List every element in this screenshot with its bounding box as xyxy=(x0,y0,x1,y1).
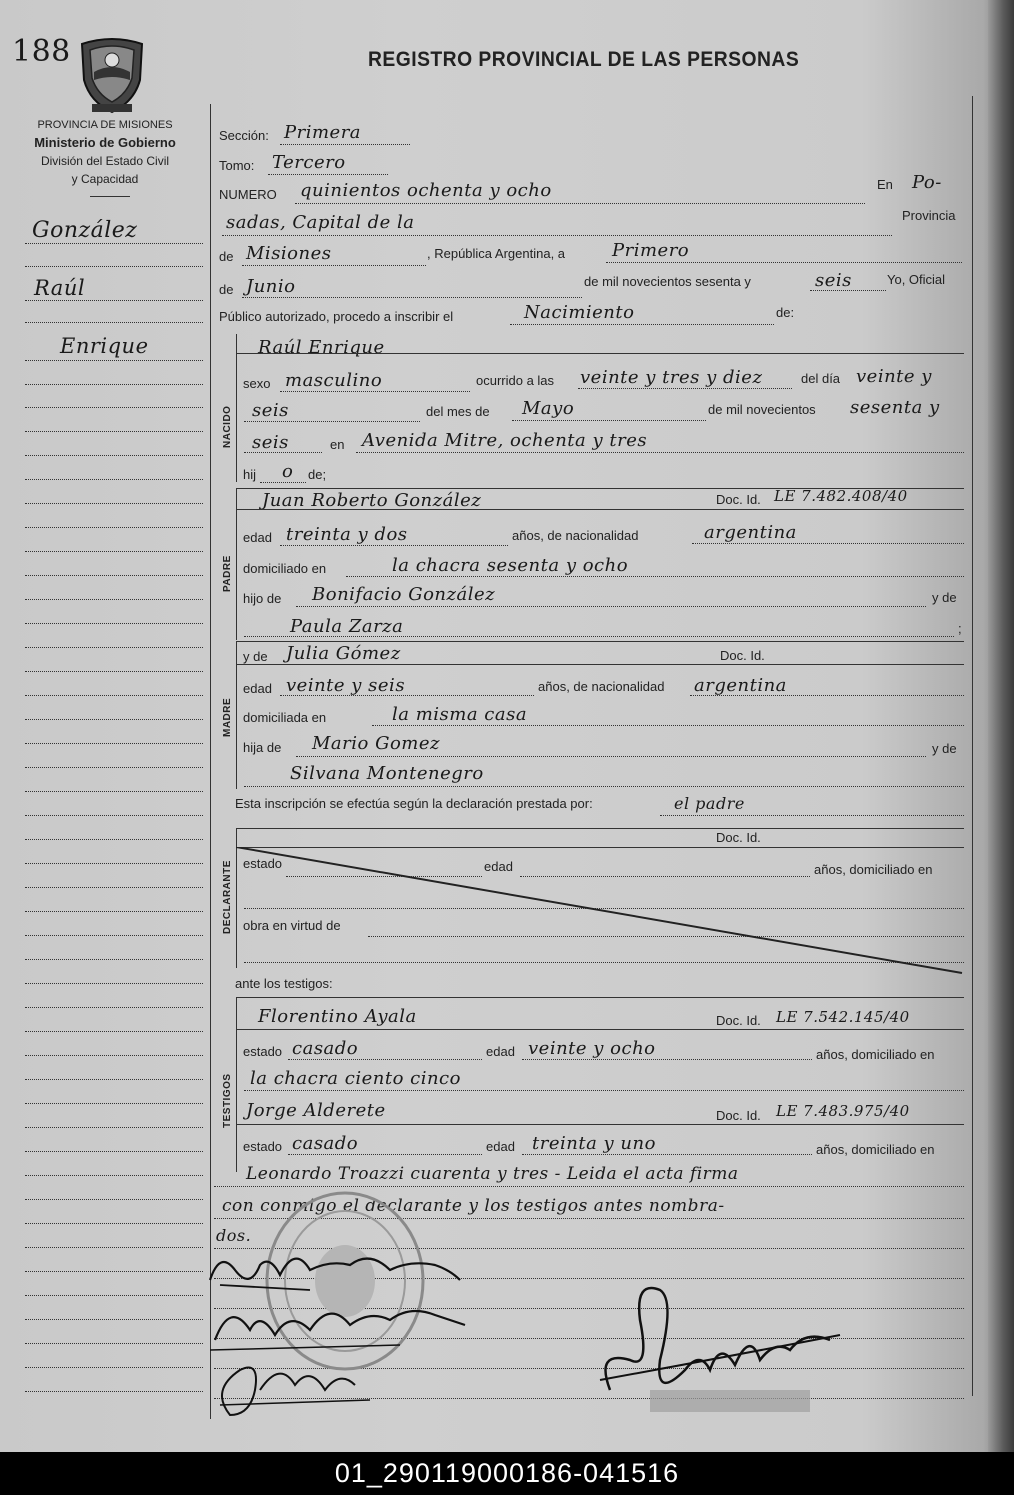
t2-anios-label: años, domiciliado en xyxy=(816,1142,935,1157)
t2-estado-label: estado xyxy=(243,1139,283,1154)
de-value: Misiones xyxy=(246,243,332,264)
t1-doc-value: LE 7.542.145/40 xyxy=(776,1008,910,1026)
de-label: de xyxy=(219,249,234,264)
testigos-section-label: TESTIGOS xyxy=(222,1073,233,1128)
hora-value: veinte y tres y diez xyxy=(580,367,763,388)
madre-nacionalidad-value: argentina xyxy=(694,675,787,696)
numero-label: NUMERO xyxy=(219,187,277,202)
office-division: División del Estado Civil xyxy=(40,154,170,168)
page-title: REGISTRO PROVINCIAL DE LAS PERSONAS xyxy=(368,48,800,71)
nacido-en-label: en xyxy=(330,437,345,452)
anio-value2: seis xyxy=(252,432,289,453)
provincia-label: Provincia xyxy=(902,208,956,223)
madre-name-value: Julia Gómez xyxy=(286,643,401,664)
declarante-estado-label: estado xyxy=(243,856,283,871)
image-id-footer: 01_290119000186-041516 xyxy=(0,1452,1014,1495)
dia-value2: seis xyxy=(252,400,289,421)
del-mes-label: del mes de xyxy=(426,404,490,419)
nacido-mil-label: de mil novecientos xyxy=(708,402,816,417)
madre-yde2-label: y de xyxy=(932,741,957,756)
margin-surname: González xyxy=(32,218,138,243)
madre-domicilio-value: la misma casa xyxy=(392,704,528,725)
madre-doc-label: Doc. Id. xyxy=(720,648,765,663)
coat-of-arms-icon xyxy=(72,36,152,116)
cancel-strike-line xyxy=(236,847,966,977)
tomo-value: Tercero xyxy=(272,152,346,173)
de3-label: de: xyxy=(776,305,795,320)
ocurrido-label: ocurrido a las xyxy=(476,373,555,388)
declarante-doc-label: Doc. Id. xyxy=(716,830,761,845)
testigos-intro-label: ante los testigos: xyxy=(235,976,333,991)
book-spine xyxy=(988,0,1014,1452)
t2-edad-value: treinta y uno xyxy=(532,1133,656,1154)
publico-label: Público autorizado, procedo a inscribir el xyxy=(219,309,454,324)
padre-nacionalidad-value: argentina xyxy=(704,522,797,543)
seccion-value: Primera xyxy=(284,122,362,143)
padre-doc-label: Doc. Id. xyxy=(716,492,761,507)
acto-value: Nacimiento xyxy=(524,302,635,323)
declaracion-label: Esta inscripción se efectúa según la declaración prestada por: xyxy=(235,796,593,811)
padre-semicolon: ; xyxy=(958,621,962,636)
padre-domicilio-value: la chacra sesenta y ocho xyxy=(392,555,629,576)
madre-yde-label: y de xyxy=(243,649,268,664)
month-value: Junio xyxy=(246,276,296,297)
mil-label: de mil novecientos sesenta y xyxy=(584,274,751,289)
madre-hija-label: hija de xyxy=(243,740,282,755)
madre-madre-value: Silvana Montenegro xyxy=(290,763,484,784)
padre-yde-label: y de xyxy=(932,590,957,605)
t1-name-value: Florentino Ayala xyxy=(258,1006,417,1027)
madre-anios-label: años, de nacionalidad xyxy=(538,679,665,694)
yo-label: Yo, Oficial xyxy=(887,272,946,287)
declaracion-value: el padre xyxy=(674,794,745,813)
t2-estado-value: casado xyxy=(292,1133,359,1154)
en-label: En xyxy=(877,177,893,192)
margin-name1: Raúl xyxy=(34,276,86,300)
padre-section-label: PADRE xyxy=(222,555,233,592)
nacido-de-label: de; xyxy=(308,467,327,482)
t2-name-value: Jorge Alderete xyxy=(246,1100,386,1121)
padre-edad-label: edad xyxy=(243,530,272,545)
de2-label: de xyxy=(219,282,234,297)
t2-doc-value: LE 7.483.975/40 xyxy=(776,1102,910,1120)
del-dia-label: del día xyxy=(801,371,841,386)
padre-domicilio-label: domiciliado en xyxy=(243,561,327,576)
nacido-name-value: Raúl Enrique xyxy=(258,337,385,358)
office-ministry: Ministerio de Gobierno xyxy=(34,135,176,150)
t1-edad-value: veinte y ocho xyxy=(528,1038,656,1059)
t1-edad-label: edad xyxy=(486,1044,515,1059)
header-line2-value: sadas, Capital de la xyxy=(226,212,415,233)
sexo-value: masculino xyxy=(285,370,383,391)
closing-line1: Leonardo Troazzi cuarenta y tres - Leida el acta firma xyxy=(246,1164,739,1184)
declarante-obra-label: obra en virtud de xyxy=(243,918,341,933)
declarante-anios-label: años, domiciliado en xyxy=(814,862,933,877)
lugar-value: Avenida Mitre, ochenta y tres xyxy=(362,430,648,451)
declarante-section-label: DECLARANTE xyxy=(222,860,233,934)
t1-doc-label: Doc. Id. xyxy=(716,1013,761,1028)
year-value: seis xyxy=(815,270,852,291)
office-province: PROVINCIA DE MISIONES xyxy=(37,119,173,131)
madre-edad-label: edad xyxy=(243,681,272,696)
padre-padre-value: Bonifacio González xyxy=(312,584,496,605)
padre-hijo-label: hijo de xyxy=(243,591,282,606)
t1-anios-label: años, domiciliado en xyxy=(816,1047,935,1062)
dia-value: veinte y xyxy=(856,366,932,387)
t2-edad-label: edad xyxy=(486,1139,515,1154)
t1-domicilio-value: la chacra ciento cinco xyxy=(250,1068,461,1089)
closing-line2: con conmigo el declarante y los testigos antes nombra- xyxy=(222,1196,725,1216)
numero-value: quinientos ochenta y ocho xyxy=(300,180,552,201)
padre-madre-value: Paula Zarza xyxy=(290,616,404,637)
sexo-label: sexo xyxy=(243,376,271,391)
mes-value: Mayo xyxy=(522,398,575,419)
margin-name2: Enrique xyxy=(60,334,149,358)
en-value: Po- xyxy=(912,172,942,193)
nacido-section-label: NACIDO xyxy=(222,405,233,448)
tomo-label: Tomo: xyxy=(219,158,255,173)
witness-signatures-icon xyxy=(200,1240,480,1425)
padre-doc-value: LE 7.482.408/40 xyxy=(774,487,908,505)
padre-name-value: Juan Roberto González xyxy=(262,490,482,511)
office-capacity: y Capacidad xyxy=(71,172,139,186)
padre-edad-value: treinta y dos xyxy=(286,524,408,545)
anio-value: sesenta y xyxy=(850,397,940,418)
madre-section-label: MADRE xyxy=(222,697,233,737)
day-value: Primero xyxy=(612,240,690,261)
madre-padre-value: Mario Gomez xyxy=(312,733,441,754)
madre-edad-value: veinte y seis xyxy=(286,675,406,696)
seccion-label: Sección: xyxy=(219,128,269,143)
madre-domicilio-label: domiciliada en xyxy=(243,710,327,725)
page-number: 188 xyxy=(12,34,71,69)
t1-estado-value: casado xyxy=(292,1038,359,1059)
hij-label: hij xyxy=(243,467,257,482)
declarante-edad-label: edad xyxy=(484,859,513,874)
t1-estado-label: estado xyxy=(243,1044,283,1059)
republica-label: , República Argentina, a xyxy=(427,246,566,261)
officer-signature-icon xyxy=(590,1260,850,1420)
padre-anios-label: años, de nacionalidad xyxy=(512,528,639,543)
t2-doc-label: Doc. Id. xyxy=(716,1108,761,1123)
hij-value: o xyxy=(282,461,294,482)
closing-line3: dos. xyxy=(216,1226,252,1245)
